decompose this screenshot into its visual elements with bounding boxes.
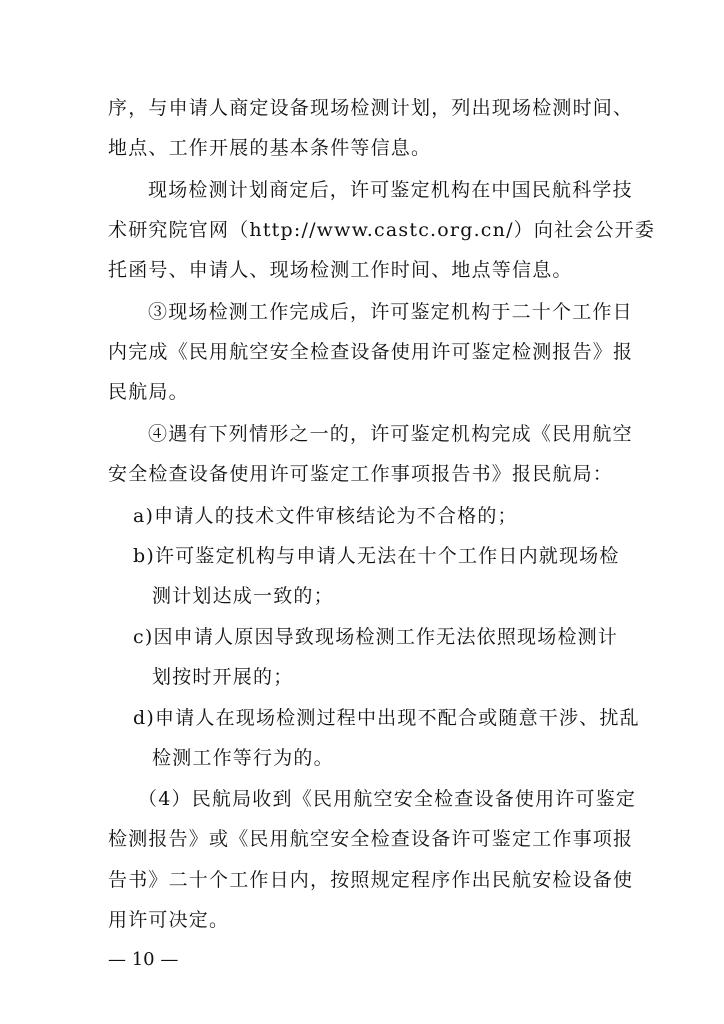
text-line: ③现场检测工作完成后，许可鉴定机构于二十个工作日 [148,301,633,323]
list-item-c: c)因申请人原因导致现场检测工作无法依照现场检测计 [133,626,619,648]
text-line: 检测报告》或《民用航空安全检查设备许可鉴定工作事项报 [108,828,634,850]
text-line: 地点、工作开展的基本条件等信息。 [108,137,432,159]
text-line: 民航局。 [108,381,189,403]
text-line: 托函号、申请人、现场检测工作时间、地点等信息。 [108,259,573,281]
text-line: 内完成《民用航空安全检查设备使用许可鉴定检测报告》报 [108,341,634,363]
list-item-d-continued: 检测工作等行为的。 [152,747,334,769]
text-line: ④遇有下列情形之一的，许可鉴定机构完成《民用航空 [148,423,633,445]
list-item-a: a)申请人的技术文件审核结论为不合格的； [133,505,518,527]
list-item-c-continued: 划按时开展的； [152,666,294,688]
text-line: 序，与申请人商定设备现场检测计划，列出现场检测时间、 [108,97,634,119]
text-line: 现场检测计划商定后，许可鉴定机构在中国民航科学技 [148,179,633,201]
text-line: 术研究院官网（http://www.castc.org.cn/）向社会公开委 [108,219,656,241]
text-line: 用许可决定。 [108,909,230,931]
page-number: — 10 — [108,949,179,970]
text-line: 安全检查设备使用许可鉴定工作事项报告书》报民航局： [108,463,614,485]
list-item-d: d)申请人在现场检测过程中出现不配合或随意干涉、扰乱 [133,707,640,729]
text-line: （4）民航局收到《民用航空安全检查设备使用许可鉴定 [138,788,637,810]
list-item-b: b)许可鉴定机构与申请人无法在十个工作日内就现场检 [133,545,620,567]
list-item-b-continued: 测计划达成一致的； [152,585,334,607]
text-line: 告书》二十个工作日内，按照规定程序作出民航安检设备使 [108,869,634,891]
